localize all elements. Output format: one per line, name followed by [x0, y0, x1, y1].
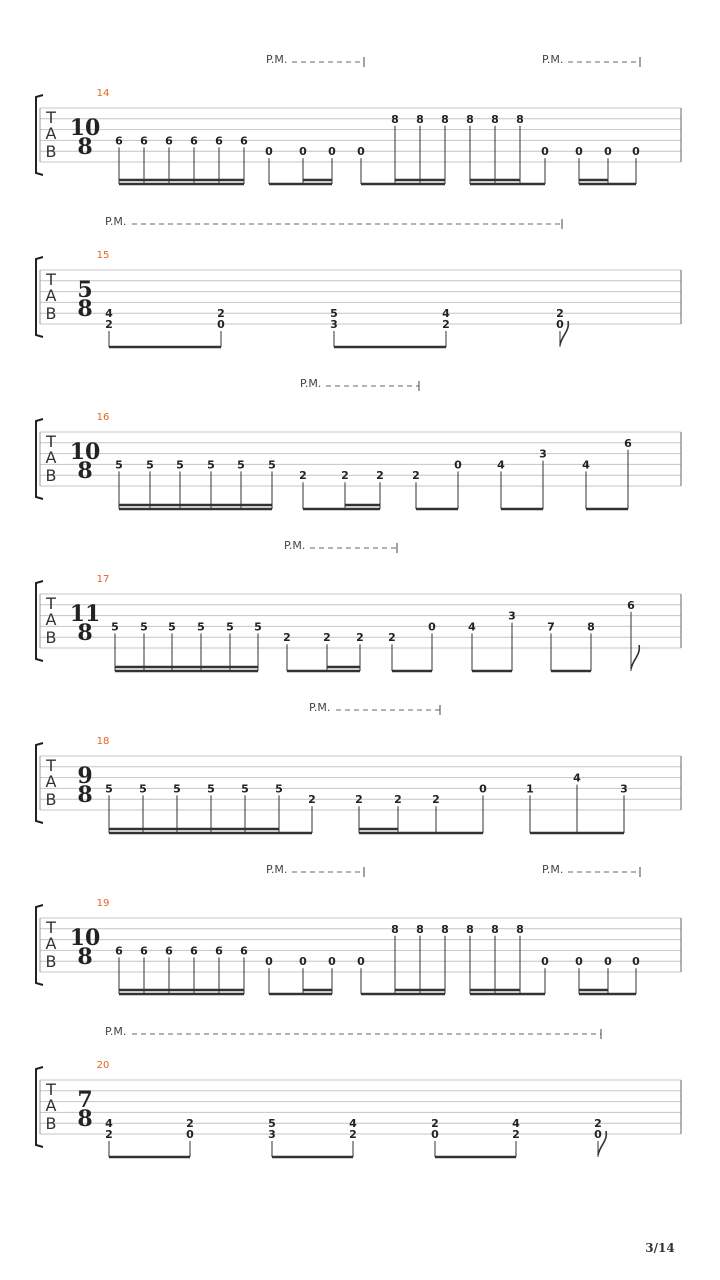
fret-number: 0	[575, 145, 583, 159]
system-18	[36, 701, 681, 833]
note	[165, 134, 173, 184]
fret-number: 5	[168, 620, 176, 634]
note	[479, 782, 487, 833]
note	[237, 458, 245, 509]
note	[512, 1117, 520, 1157]
tab-letter-b: B	[45, 628, 57, 647]
time-signature-numerator: 11	[69, 601, 101, 627]
fret-number: 2	[431, 1117, 439, 1131]
note	[575, 955, 583, 994]
note	[526, 782, 534, 833]
fret-number: 0	[632, 145, 640, 159]
tab-letter-b: B	[45, 304, 57, 323]
fret-number: 2	[594, 1117, 602, 1131]
note	[168, 620, 176, 671]
note	[283, 631, 291, 671]
fret-number: 6	[624, 436, 632, 450]
fret-number: 2	[283, 631, 291, 645]
note	[115, 134, 123, 184]
fret-number: 2	[394, 793, 402, 807]
fret-number: 4	[497, 458, 505, 472]
note	[105, 307, 113, 347]
fret-number: 2	[349, 1128, 357, 1141]
tab-letter-b: B	[45, 790, 57, 809]
system-14	[36, 53, 681, 184]
fret-number: 2	[376, 469, 384, 483]
measure-number: 19	[96, 898, 110, 909]
note	[190, 134, 198, 184]
fret-number: 8	[466, 922, 474, 936]
note	[441, 923, 449, 994]
note	[468, 620, 476, 671]
system-15	[36, 215, 681, 347]
system-20	[36, 1025, 681, 1157]
fret-number: 8	[391, 922, 399, 936]
note	[341, 469, 349, 509]
palm-mute-label: P.M.	[266, 53, 288, 66]
note	[573, 772, 581, 833]
note	[299, 469, 307, 509]
tab-letter-a: A	[45, 124, 57, 143]
fret-number: 2	[512, 1128, 520, 1141]
fret-number: 0	[541, 145, 549, 159]
fret-number: 0	[328, 145, 336, 159]
note	[240, 134, 248, 184]
time-signature-denominator: 8	[77, 620, 93, 646]
note	[587, 620, 595, 671]
fret-number: 6	[165, 134, 173, 148]
fret-number: 5	[275, 782, 283, 796]
time-signature-numerator: 5	[77, 277, 93, 303]
fret-number: 2	[186, 1117, 194, 1131]
fret-number: 6	[115, 134, 123, 148]
palm-mute-label: P.M.	[542, 863, 564, 876]
fret-number: 2	[432, 793, 440, 807]
fret-number: 2	[355, 793, 363, 807]
note	[454, 458, 462, 509]
fret-number: 0	[632, 955, 640, 969]
note	[115, 944, 123, 994]
time-signature-denominator: 8	[77, 1106, 93, 1132]
note	[140, 134, 148, 184]
time-signature-denominator: 8	[77, 782, 93, 808]
fret-number: 2	[217, 307, 225, 321]
fret-number: 2	[105, 318, 113, 331]
note	[356, 631, 364, 671]
fret-number: 0	[431, 1128, 439, 1141]
note	[139, 782, 147, 833]
note	[556, 307, 564, 347]
fret-number: 2	[412, 469, 420, 483]
time-signature-numerator: 9	[77, 763, 93, 789]
palm-mute-label: P.M.	[542, 53, 564, 66]
note	[491, 923, 499, 994]
fret-number: 5	[146, 458, 154, 472]
tab-letter-a: A	[45, 610, 57, 629]
fret-number: 6	[240, 944, 248, 958]
note	[431, 1117, 439, 1157]
note	[241, 782, 249, 833]
fret-number: 0	[541, 955, 549, 969]
page-number: 3/14	[645, 1241, 675, 1255]
note	[299, 955, 307, 994]
fret-number: 3	[620, 782, 628, 796]
fret-number: 5	[115, 458, 123, 472]
time-signature-denominator: 8	[77, 458, 93, 484]
measure-number: 18	[96, 736, 110, 747]
measure-number: 14	[96, 88, 110, 99]
note	[328, 955, 336, 994]
note	[207, 782, 215, 833]
fret-number: 4	[349, 1117, 357, 1131]
fret-number: 2	[299, 469, 307, 483]
time-signature-denominator: 8	[77, 944, 93, 970]
fret-number: 5	[139, 782, 147, 796]
fret-number: 5	[197, 620, 205, 634]
fret-number: 5	[207, 782, 215, 796]
fret-number: 4	[582, 458, 590, 472]
note	[355, 793, 363, 833]
fret-number: 4	[573, 771, 581, 785]
fret-number: 8	[491, 922, 499, 936]
fret-number: 8	[416, 112, 424, 126]
fret-number: 8	[466, 112, 474, 126]
tab-letter-b: B	[45, 952, 57, 971]
fret-number: 5	[105, 782, 113, 796]
fret-number: 6	[165, 944, 173, 958]
tab-letter-t: T	[46, 594, 56, 613]
fret-number: 7	[547, 620, 555, 634]
note	[620, 782, 628, 833]
fret-number: 0	[265, 145, 273, 159]
tab-letter-t: T	[46, 108, 56, 127]
measure-number: 15	[96, 250, 110, 261]
fret-number: 5	[268, 458, 276, 472]
note	[412, 469, 420, 509]
fret-number: 1	[526, 782, 534, 796]
fret-number: 8	[441, 112, 449, 126]
palm-mute-label: P.M.	[284, 539, 306, 552]
note	[388, 631, 396, 671]
note	[541, 145, 549, 184]
fret-number: 0	[357, 145, 365, 159]
note	[299, 145, 307, 184]
fret-number: 2	[308, 793, 316, 807]
fret-number: 5	[176, 458, 184, 472]
fret-number: 3	[508, 609, 516, 623]
note	[575, 145, 583, 184]
tab-letter-a: A	[45, 934, 57, 953]
fret-number: 0	[299, 955, 307, 969]
note	[604, 955, 612, 994]
measure-number: 20	[96, 1060, 110, 1071]
note	[140, 944, 148, 994]
fret-number: 4	[512, 1117, 520, 1131]
note	[176, 458, 184, 509]
note	[441, 113, 449, 184]
measure-number: 17	[96, 574, 110, 585]
tab-letter-t: T	[46, 756, 56, 775]
fret-number: 6	[140, 944, 148, 958]
note	[539, 448, 547, 509]
note	[268, 458, 276, 509]
fret-number: 6	[190, 944, 198, 958]
note	[226, 620, 234, 671]
fret-number: 4	[105, 1117, 113, 1131]
note	[265, 955, 273, 994]
tab-letter-b: B	[45, 142, 57, 161]
system-19	[36, 863, 681, 994]
fret-number: 6	[627, 598, 635, 612]
note	[582, 458, 590, 509]
note	[265, 145, 273, 184]
fret-number: 0	[328, 955, 336, 969]
note	[328, 145, 336, 184]
note	[624, 437, 632, 509]
tab-letter-t: T	[46, 432, 56, 451]
fret-number: 2	[356, 631, 364, 645]
time-signature-numerator: 10	[69, 115, 101, 141]
note	[173, 782, 181, 833]
note	[323, 631, 331, 671]
note	[215, 134, 223, 184]
note	[140, 620, 148, 671]
fret-number: 2	[388, 631, 396, 645]
note	[632, 955, 640, 994]
fret-number: 6	[115, 944, 123, 958]
note	[357, 145, 365, 184]
fret-number: 0	[299, 145, 307, 159]
fret-number: 2	[556, 307, 564, 321]
system-16	[36, 377, 681, 509]
time-signature-numerator: 10	[69, 439, 101, 465]
fret-number: 6	[140, 134, 148, 148]
fret-number: 8	[441, 922, 449, 936]
fret-number: 5	[173, 782, 181, 796]
note	[275, 782, 283, 833]
fret-number: 6	[190, 134, 198, 148]
fret-number: 2	[105, 1128, 113, 1141]
note	[165, 944, 173, 994]
note	[391, 923, 399, 994]
fret-number: 0	[265, 955, 273, 969]
fret-number: 0	[357, 955, 365, 969]
note	[491, 113, 499, 184]
time-signature-denominator: 8	[77, 296, 93, 322]
fret-number: 0	[186, 1128, 194, 1141]
tab-letter-a: A	[45, 448, 57, 467]
fret-number: 4	[468, 620, 476, 634]
time-signature-numerator: 7	[77, 1087, 93, 1113]
fret-number: 3	[268, 1128, 276, 1141]
note	[497, 458, 505, 509]
fret-number: 3	[539, 447, 547, 461]
fret-number: 5	[226, 620, 234, 634]
note	[394, 793, 402, 833]
palm-mute-label: P.M.	[309, 701, 331, 714]
fret-number: 8	[516, 112, 524, 126]
fret-number: 2	[341, 469, 349, 483]
note	[330, 307, 338, 347]
note	[442, 307, 450, 347]
fret-number: 5	[140, 620, 148, 634]
fret-number: 8	[416, 922, 424, 936]
tab-letter-b: B	[45, 1114, 57, 1133]
note	[376, 469, 384, 509]
measure-number: 16	[96, 412, 110, 423]
fret-number: 0	[479, 782, 487, 796]
fret-number: 5	[207, 458, 215, 472]
note	[207, 458, 215, 509]
note	[428, 620, 436, 671]
note	[349, 1117, 357, 1157]
note	[115, 458, 123, 509]
note	[240, 944, 248, 994]
note	[391, 113, 399, 184]
note	[604, 145, 612, 184]
fret-number: 0	[217, 318, 225, 331]
note	[632, 145, 640, 184]
note	[541, 955, 549, 994]
note	[508, 610, 516, 671]
note	[190, 944, 198, 994]
tab-letter-t: T	[46, 270, 56, 289]
fret-number: 6	[215, 134, 223, 148]
system-17	[36, 539, 681, 671]
note	[197, 620, 205, 671]
note	[254, 620, 262, 671]
note	[105, 782, 113, 833]
tab-letter-a: A	[45, 772, 57, 791]
fret-number: 0	[428, 620, 436, 634]
fret-number: 0	[604, 955, 612, 969]
palm-mute-label: P.M.	[105, 1025, 127, 1038]
fret-number: 2	[442, 318, 450, 331]
note	[186, 1117, 194, 1157]
note	[268, 1117, 276, 1157]
fret-number: 0	[604, 145, 612, 159]
fret-number: 5	[241, 782, 249, 796]
note	[547, 620, 555, 671]
fret-number: 2	[323, 631, 331, 645]
fret-number: 5	[268, 1117, 276, 1131]
palm-mute-label: P.M.	[266, 863, 288, 876]
note	[516, 113, 524, 184]
note	[308, 793, 316, 833]
fret-number: 0	[575, 955, 583, 969]
note	[466, 923, 474, 994]
note	[111, 620, 119, 671]
fret-number: 5	[111, 620, 119, 634]
time-signature-denominator: 8	[77, 134, 93, 160]
fret-number: 5	[254, 620, 262, 634]
fret-number: 4	[442, 307, 450, 321]
palm-mute-label: P.M.	[300, 377, 322, 390]
fret-number: 4	[105, 307, 113, 321]
note	[466, 113, 474, 184]
tab-letter-t: T	[46, 1080, 56, 1099]
note	[215, 944, 223, 994]
note	[594, 1117, 602, 1157]
note	[146, 458, 154, 509]
note-flag	[631, 645, 639, 669]
note	[416, 113, 424, 184]
fret-number: 5	[237, 458, 245, 472]
time-signature-numerator: 10	[69, 925, 101, 951]
fret-number: 3	[330, 318, 338, 331]
fret-number: 0	[454, 458, 462, 472]
tab-letter-a: A	[45, 1096, 57, 1115]
note	[357, 955, 365, 994]
note	[217, 307, 225, 347]
note	[516, 923, 524, 994]
fret-number: 8	[587, 620, 595, 634]
palm-mute-label: P.M.	[105, 215, 127, 228]
note	[105, 1117, 113, 1157]
tab-letter-a: A	[45, 286, 57, 305]
fret-number: 6	[215, 944, 223, 958]
fret-number: 0	[594, 1128, 602, 1141]
note	[416, 923, 424, 994]
fret-number: 0	[556, 318, 564, 331]
fret-number: 6	[240, 134, 248, 148]
fret-number: 8	[491, 112, 499, 126]
tab-letter-b: B	[45, 466, 57, 485]
fret-number: 8	[516, 922, 524, 936]
tab-letter-t: T	[46, 918, 56, 937]
fret-number: 8	[391, 112, 399, 126]
note	[432, 793, 440, 833]
fret-number: 5	[330, 307, 338, 321]
